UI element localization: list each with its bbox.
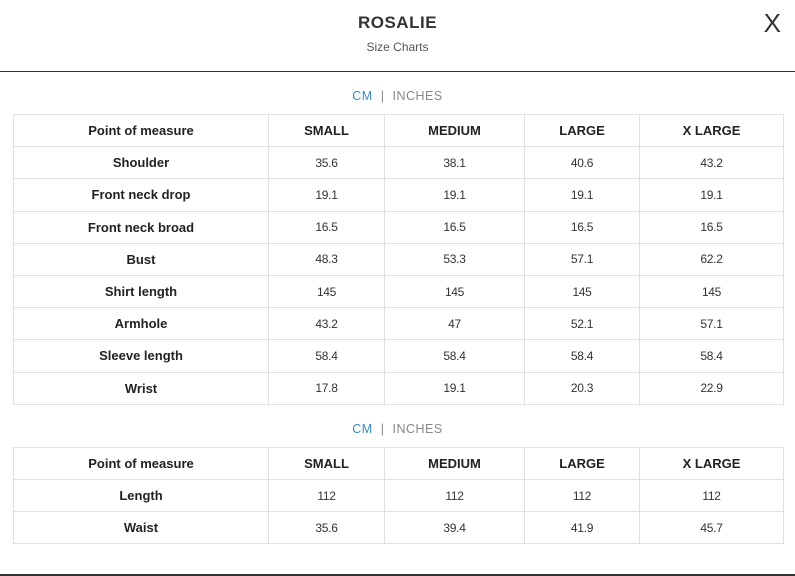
measure-value: 53.3 bbox=[385, 243, 525, 275]
table-row bbox=[14, 147, 784, 179]
unit-inches-button[interactable]: INCHES bbox=[392, 89, 443, 103]
unit-inches-button[interactable]: INCHES bbox=[392, 422, 443, 436]
table-row bbox=[14, 512, 784, 544]
measure-label: Front neck drop bbox=[14, 179, 269, 211]
size-table-bottom bbox=[13, 447, 784, 544]
measure-value: 38.1 bbox=[385, 147, 525, 179]
column-header: LARGE bbox=[525, 448, 640, 480]
measure-value: 22.9 bbox=[640, 372, 784, 404]
table-row bbox=[14, 308, 784, 340]
measure-value: 145 bbox=[385, 275, 525, 307]
measure-value: 35.6 bbox=[269, 147, 385, 179]
table-header-row bbox=[14, 448, 784, 480]
measure-label: Armhole bbox=[14, 308, 269, 340]
measure-value: 39.4 bbox=[385, 512, 525, 544]
measure-value: 16.5 bbox=[640, 211, 784, 243]
measure-value: 16.5 bbox=[269, 211, 385, 243]
measure-value: 19.1 bbox=[385, 179, 525, 211]
unit-separator: | bbox=[380, 422, 385, 436]
measure-value: 112 bbox=[385, 480, 525, 512]
column-header: LARGE bbox=[525, 115, 640, 147]
column-header: SMALL bbox=[269, 448, 385, 480]
size-charts-subtitle: Size Charts bbox=[366, 40, 429, 54]
unit-cm-button[interactable]: CM bbox=[352, 422, 373, 436]
measure-label: Bust bbox=[14, 243, 269, 275]
measure-value: 19.1 bbox=[269, 179, 385, 211]
measure-value: 112 bbox=[269, 480, 385, 512]
measure-value: 58.4 bbox=[525, 340, 640, 372]
measure-value: 40.6 bbox=[525, 147, 640, 179]
measure-value: 19.1 bbox=[640, 179, 784, 211]
measure-label: Length bbox=[14, 480, 269, 512]
column-header: Point of measure bbox=[14, 115, 269, 147]
measure-value: 20.3 bbox=[525, 372, 640, 404]
measure-value: 52.1 bbox=[525, 308, 640, 340]
measure-value: 45.7 bbox=[640, 512, 784, 544]
measure-label: Waist bbox=[14, 512, 269, 544]
column-header: Point of measure bbox=[14, 448, 269, 480]
measure-value: 112 bbox=[525, 480, 640, 512]
measure-label: Front neck broad bbox=[14, 211, 269, 243]
measure-value: 47 bbox=[385, 308, 525, 340]
measure-value: 57.1 bbox=[525, 243, 640, 275]
measure-value: 16.5 bbox=[525, 211, 640, 243]
measure-value: 58.4 bbox=[269, 340, 385, 372]
measure-value: 145 bbox=[640, 275, 784, 307]
table-header-row bbox=[14, 115, 784, 147]
measure-value: 43.2 bbox=[269, 308, 385, 340]
table-row bbox=[14, 275, 784, 307]
measure-value: 35.6 bbox=[269, 512, 385, 544]
measure-value: 19.1 bbox=[385, 372, 525, 404]
table-row bbox=[14, 179, 784, 211]
measure-value: 62.2 bbox=[640, 243, 784, 275]
measure-value: 58.4 bbox=[385, 340, 525, 372]
measure-value: 19.1 bbox=[525, 179, 640, 211]
unit-toggle-bottom bbox=[0, 422, 795, 436]
measure-value: 57.1 bbox=[640, 308, 784, 340]
table-row bbox=[14, 340, 784, 372]
unit-separator: | bbox=[380, 89, 385, 103]
measure-value: 58.4 bbox=[640, 340, 784, 372]
column-header: X LARGE bbox=[640, 448, 784, 480]
table-row bbox=[14, 243, 784, 275]
column-header: X LARGE bbox=[640, 115, 784, 147]
column-header: MEDIUM bbox=[385, 115, 525, 147]
measure-label: Shirt length bbox=[14, 275, 269, 307]
measure-value: 145 bbox=[525, 275, 640, 307]
measure-value: 41.9 bbox=[525, 512, 640, 544]
table-row bbox=[14, 480, 784, 512]
table-row bbox=[14, 372, 784, 404]
column-header: SMALL bbox=[269, 115, 385, 147]
modal-header bbox=[0, 0, 795, 72]
close-icon[interactable]: X bbox=[763, 8, 781, 38]
size-table-top bbox=[13, 114, 784, 405]
measure-label: Sleeve length bbox=[14, 340, 269, 372]
column-header: MEDIUM bbox=[385, 448, 525, 480]
measure-value: 112 bbox=[640, 480, 784, 512]
measure-label: Wrist bbox=[14, 372, 269, 404]
measure-value: 17.8 bbox=[269, 372, 385, 404]
product-title: ROSALIE bbox=[357, 13, 438, 32]
unit-toggle bbox=[0, 89, 795, 103]
measure-label: Shoulder bbox=[14, 147, 269, 179]
measure-value: 145 bbox=[269, 275, 385, 307]
measure-value: 16.5 bbox=[385, 211, 525, 243]
table-row bbox=[14, 211, 784, 243]
measure-value: 48.3 bbox=[269, 243, 385, 275]
measure-value: 43.2 bbox=[640, 147, 784, 179]
unit-cm-button[interactable]: CM bbox=[352, 89, 373, 103]
